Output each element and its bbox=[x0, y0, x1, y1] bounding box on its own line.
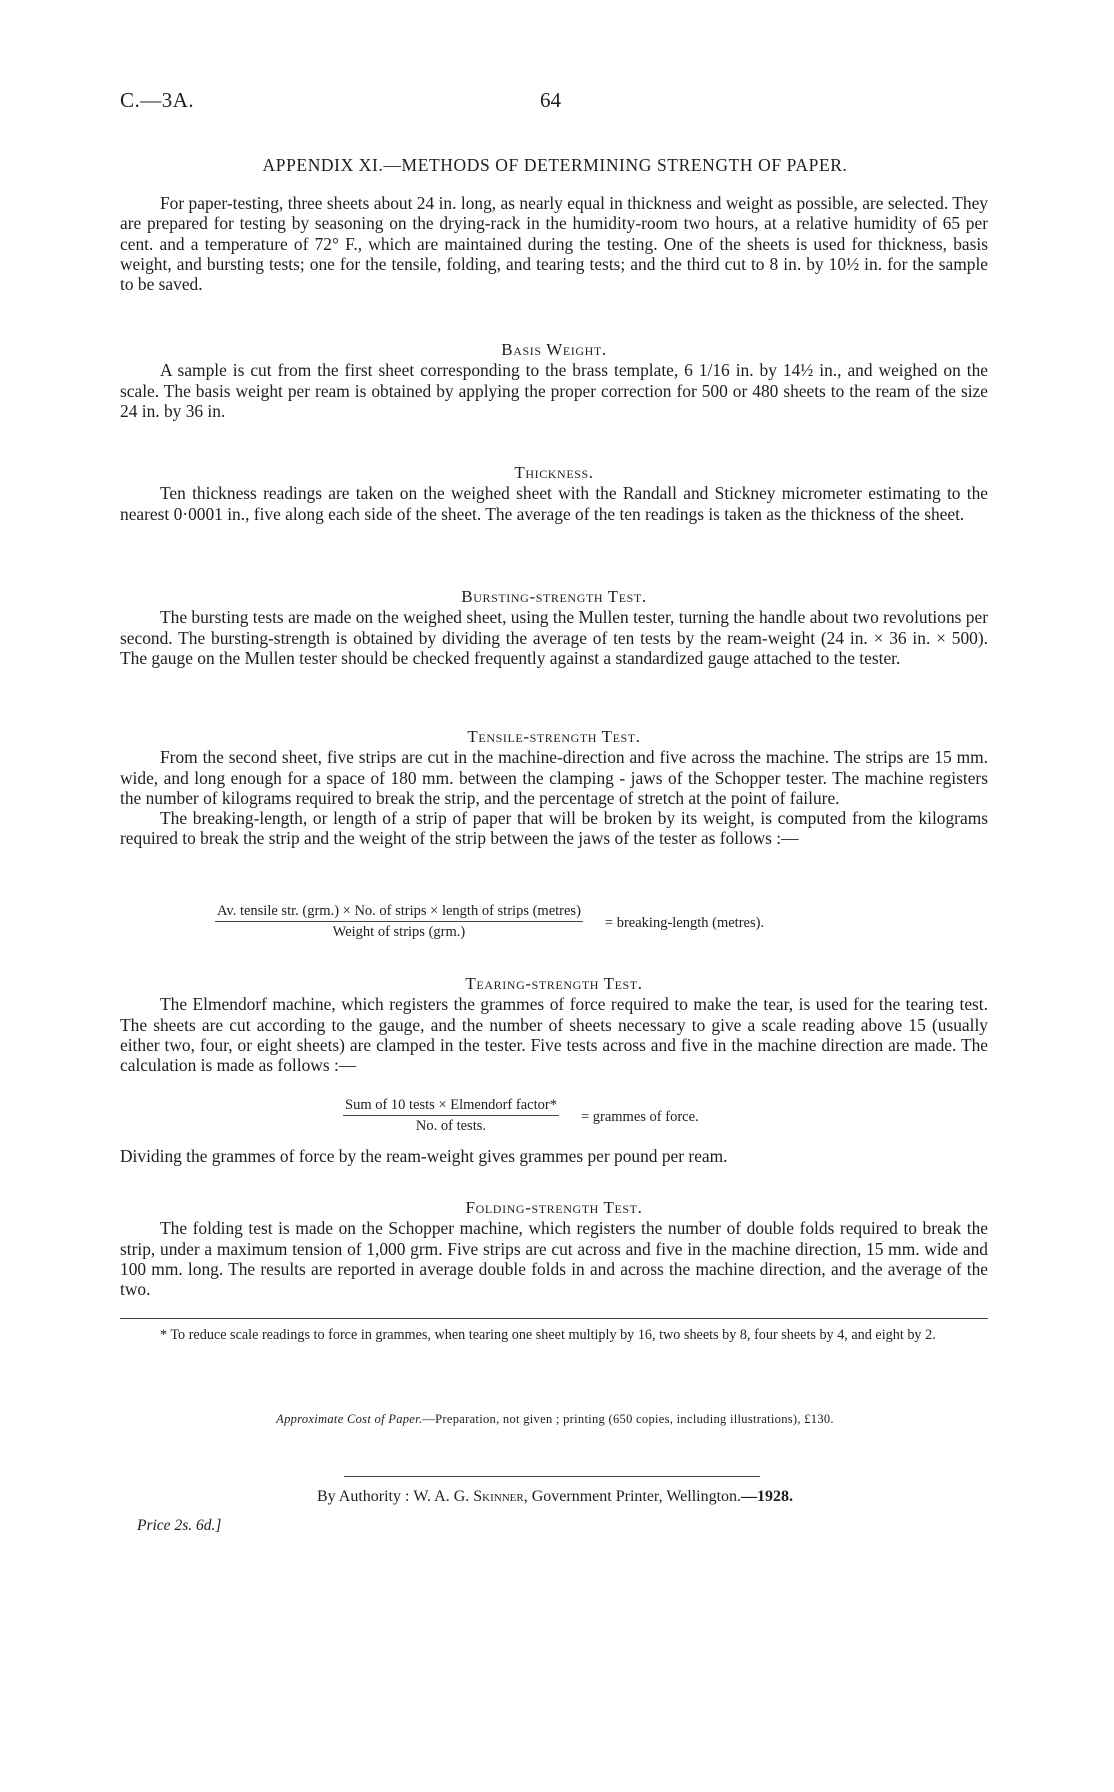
tensile-section bbox=[120, 727, 988, 849]
tensile-paragraph-1: From the second sheet, five strips are cut in the machine-direction and five across the machine. The strips are 15 mm. wide, and long enough for a space of 180 mm. between the clamping - jaws of the Schopper tester. The machine registers the number of kilograms required to break the strip, and the percentage of stretch at the point of failure. bbox=[120, 747, 988, 808]
footnote bbox=[120, 1326, 988, 1344]
price: Price 2s. 6d.] bbox=[137, 1517, 222, 1534]
tearing-section bbox=[120, 974, 988, 1075]
tearing-conclusion bbox=[120, 1146, 988, 1166]
tearing-heading: Tearing-strength Test. bbox=[465, 974, 643, 993]
authority-line bbox=[120, 1488, 990, 1506]
appendix-title: APPENDIX XI.—METHODS OF DETERMINING STRENGTH OF PAPER. bbox=[262, 155, 848, 175]
cost-line bbox=[120, 1412, 990, 1427]
cost-label: Approximate Cost of Paper. bbox=[276, 1412, 423, 1426]
breaking-length-denominator: Weight of strips (grm.) bbox=[332, 924, 466, 940]
page-number: 64 bbox=[540, 88, 561, 112]
folding-section bbox=[120, 1198, 988, 1299]
bursting-paragraph: The bursting tests are made on the weighed sheet, using the Mullen tester, turning the handle about two revolutions per second. The bursting-strength is obtained by dividing the average of ten tests by the ream-weight (24 in. × 36 in. × 500). The gauge on the Mullen tester should be checked frequently against a standardized gauge attached to the tester. bbox=[120, 607, 988, 668]
breaking-length-numerator: Av. tensile str. (grm.) × No. of strips × length of strips (metres) bbox=[215, 902, 583, 922]
folding-paragraph: The folding test is made on the Schopper machine, which registers the number of double folds required to break the strip, under a maximum tension of 1,000 grm. Five strips are cut across and five in the machine direction, 15 mm. wide and 100 mm. long. The results are reported in average double folds in and across the machine direction, and the average of the two. bbox=[120, 1218, 988, 1300]
breaking-length-result: = breaking-length (metres). bbox=[604, 914, 765, 931]
intro-paragraph: For paper-testing, three sheets about 24 in. long, as nearly equal in thickness and weight as possible, are selected. They are prepared for testing by seasoning on the drying-rack in the humidity-room two hours, at a relative humidity of 65 per cent. and a temperature of 72° F., which are maintained during the testing. One of the sheets is used for thickness, basis weight, and bursting tests; one for the tensile, folding, and tearing tests; and the third cut to 8 in. by 10½ in. for the sample to be saved. bbox=[120, 193, 988, 295]
printer-name: W. A. G. Skinner bbox=[413, 1488, 524, 1505]
authority-rule bbox=[344, 1476, 760, 1477]
basis-weight-section bbox=[120, 340, 988, 421]
thickness-section bbox=[120, 463, 988, 524]
thickness-paragraph: Ten thickness readings are taken on the weighed sheet with the Randall and Stickney micrometer estimating to the nearest 0·0001 in., five along each side of the sheet. The average of the ten readings is taken as the thickness of the sheet. bbox=[120, 483, 988, 524]
authority-suffix: , Government Printer, Wellington. bbox=[523, 1488, 742, 1505]
bursting-heading: Bursting-strength Test. bbox=[461, 587, 647, 606]
tearing-paragraph-2: Dividing the grammes of force by the ream-weight gives grammes per pound per ream. bbox=[120, 1146, 728, 1166]
authority-prefix: By Authority : bbox=[316, 1488, 410, 1505]
breaking-length-formula bbox=[215, 902, 764, 941]
folding-heading: Folding-strength Test. bbox=[465, 1198, 643, 1217]
basis-weight-heading: Basis Weight. bbox=[501, 340, 607, 359]
bursting-section bbox=[120, 587, 988, 668]
tearing-formula bbox=[343, 1096, 699, 1135]
tensile-paragraph-2: The breaking-length, or length of a strip of paper that will be broken by its weight, is computed from the kilograms required to break the strip and the weight of the strip between the jaws of the tester as follows :— bbox=[120, 808, 988, 849]
authority-year: —1928. bbox=[741, 1488, 794, 1505]
basis-weight-paragraph: A sample is cut from the first sheet corresponding to the brass template, 6 1/16 in. by 14½ in., and weighed on the scale. The basis weight per ream is obtained by applying the proper correction for 500 or 480 sheets to the ream of the size 24 in. by 36 in. bbox=[120, 360, 988, 421]
thickness-heading: Thickness. bbox=[514, 463, 594, 482]
footnote-text: * To reduce scale readings to force in grammes, when tearing one sheet multiply by 16, two sheets by 8, four sheets by 4, and eight by 2. bbox=[160, 1327, 936, 1343]
tearing-denominator: No. of tests. bbox=[415, 1118, 487, 1134]
tensile-heading: Tensile-strength Test. bbox=[467, 727, 641, 746]
cost-text: —Preparation, not given ; printing (650 copies, including illustrations), £130. bbox=[422, 1412, 834, 1426]
header-series: C.—3A. bbox=[120, 88, 195, 112]
intro-section bbox=[120, 193, 988, 294]
tearing-numerator: Sum of 10 tests × Elmendorf factor* bbox=[343, 1096, 559, 1116]
footnote-rule bbox=[120, 1318, 988, 1319]
tearing-result: = grammes of force. bbox=[580, 1108, 699, 1125]
tearing-paragraph-1: The Elmendorf machine, which registers the grammes of force required to make the tear, is used for the tearing test. The sheets are cut according to the gauge, and the number of sheets necessary to give a scale reading above 15 (usually either two, four, or eight sheets) are clamped in the tester. Five tests across and five in the machine direction are made. The calculation is made as follows :— bbox=[120, 994, 988, 1076]
